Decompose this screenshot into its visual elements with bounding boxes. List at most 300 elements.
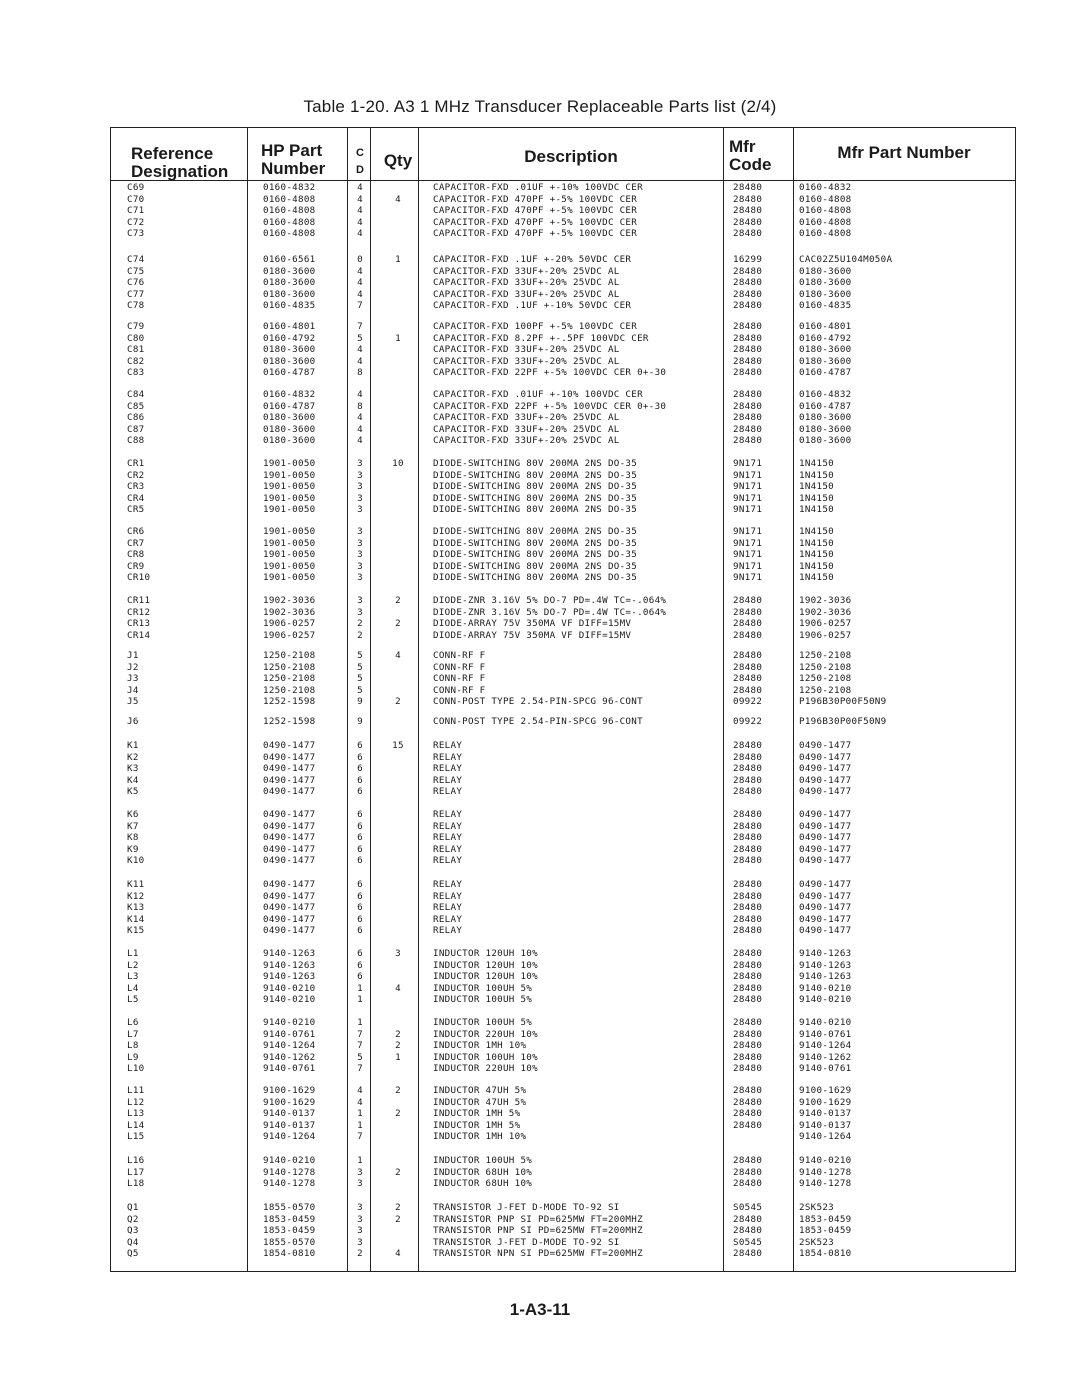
mfr-code: 28480 xyxy=(733,1225,763,1236)
mfr-part-number: 9140-1263 xyxy=(799,971,852,982)
hp-part-number: 0160-4832 xyxy=(263,389,316,400)
mfr-part-number: 9100-1629 xyxy=(799,1085,852,1096)
table-row xyxy=(111,561,1015,573)
mfr-part-number: 1N4150 xyxy=(799,492,834,504)
description: DIODE-SWITCHING 80V 200MA 2NS DO-35 xyxy=(433,560,638,572)
mfr-part-number: 0160-4835 xyxy=(799,300,852,311)
hp-part-number: 9140-0210 xyxy=(263,994,316,1005)
hp-part-number: 0490-1477 xyxy=(263,890,316,902)
qty: 2 xyxy=(395,1108,401,1119)
description: RELAY xyxy=(433,774,463,786)
description: INDUCTOR 100UH 5% xyxy=(433,982,533,994)
cd-digit: 5 xyxy=(357,684,363,696)
mfr-code: 28480 xyxy=(733,855,763,866)
cd-digit: 4 xyxy=(357,193,363,205)
cd-digit: 3 xyxy=(357,560,363,572)
qty: 2 xyxy=(395,618,401,629)
hp-part-number: 9140-1262 xyxy=(263,1051,316,1063)
ref-designation: C71 xyxy=(127,205,145,216)
mfr-part-number: P196B30P00F50N9 xyxy=(799,716,887,727)
description: INDUCTOR 1MH 5% xyxy=(433,1119,521,1131)
hp-part-number: 1252-1598 xyxy=(263,696,316,707)
hp-part-number: 1901-0050 xyxy=(263,492,316,504)
ref-designation: CR7 xyxy=(127,537,145,549)
cd-digit: 6 xyxy=(357,763,363,774)
mfr-code: 28480 xyxy=(733,902,763,913)
hp-part-number: 1901-0050 xyxy=(263,481,316,492)
table-row xyxy=(111,685,1015,697)
description: DIODE-SWITCHING 80V 200MA 2NS DO-35 xyxy=(433,481,638,492)
mfr-part-number: 9140-0210 xyxy=(799,994,852,1005)
table-row xyxy=(111,289,1015,301)
mfr-code: 9N171 xyxy=(733,458,763,469)
cd-digit: 6 xyxy=(357,809,363,820)
mfr-part-number: 0490-1477 xyxy=(799,786,852,797)
mfr-code: 28480 xyxy=(733,367,763,378)
hp-part-number: 1250-2108 xyxy=(263,661,316,673)
mfr-code: 9N171 xyxy=(733,549,763,560)
mfr-part-number: 0180-3600 xyxy=(799,412,852,423)
description: CAPACITOR-FXD 33UF+-20% 25VDC AL xyxy=(433,265,620,277)
mfr-part-number: 0490-1477 xyxy=(799,855,852,866)
cd-digit: 3 xyxy=(357,549,363,560)
mfr-part-number: 9100-1629 xyxy=(799,1096,852,1108)
hp-part-number: 9140-1263 xyxy=(263,959,316,971)
mfr-code: 28480 xyxy=(733,1108,763,1119)
table-row xyxy=(111,650,1015,662)
mfr-part-number: 9140-1264 xyxy=(799,1131,852,1142)
ref-designation: K9 xyxy=(127,843,139,855)
mfr-code: 28480 xyxy=(733,763,763,774)
qty: 2 xyxy=(395,1028,401,1040)
mfr-code: 28480 xyxy=(733,1248,763,1259)
mfr-code: 28480 xyxy=(733,1051,763,1063)
table-row xyxy=(111,367,1015,379)
cd-digit: 6 xyxy=(357,740,363,751)
mfr-code: 28480 xyxy=(733,412,763,423)
ref-designation: K6 xyxy=(127,809,139,820)
hp-part-number: 9140-0761 xyxy=(263,1063,316,1074)
table-row xyxy=(111,1131,1015,1143)
table-row xyxy=(111,1167,1015,1179)
hp-part-number: 1901-0050 xyxy=(263,549,316,560)
description: CAPACITOR-FXD 22PF +-5% 100VDC CER 0+-30 xyxy=(433,367,667,378)
hp-part-number: 0160-4792 xyxy=(263,332,316,344)
hp-part-number: 0160-4832 xyxy=(263,182,316,193)
qty: 2 xyxy=(395,696,401,707)
hp-part-number: 0490-1477 xyxy=(263,809,316,820)
table-row xyxy=(111,832,1015,844)
mfr-code: 28480 xyxy=(733,751,763,763)
ref-designation: C84 xyxy=(127,389,145,400)
hp-part-number: 9140-0210 xyxy=(263,1155,316,1166)
table-row xyxy=(111,855,1015,867)
hp-part-number: 0490-1477 xyxy=(263,902,316,913)
table-row xyxy=(111,1225,1015,1237)
qty: 10 xyxy=(392,458,404,469)
mfr-code: 28480 xyxy=(733,277,763,288)
cd-digit: 3 xyxy=(357,469,363,481)
hp-part-number: 0160-4787 xyxy=(263,400,316,412)
mfr-code: 28480 xyxy=(733,193,763,205)
hp-part-number: 1901-0050 xyxy=(263,458,316,469)
table-row xyxy=(111,1214,1015,1226)
hp-part-number: 1250-2108 xyxy=(263,684,316,696)
table-row xyxy=(111,740,1015,752)
cd-digit: 6 xyxy=(357,855,363,866)
mfr-part-number: 1250-2108 xyxy=(799,673,852,684)
cd-digit: 3 xyxy=(357,537,363,549)
cd-digit: 4 xyxy=(357,216,363,228)
hp-part-number: 1853-0459 xyxy=(263,1213,316,1225)
cd-digit: 6 xyxy=(357,959,363,971)
mfr-code: 28480 xyxy=(733,673,763,684)
table-row xyxy=(111,716,1015,728)
description: INDUCTOR 68UH 10% xyxy=(433,1178,533,1189)
mfr-code: 28480 xyxy=(733,982,763,994)
table-row xyxy=(111,1237,1015,1249)
mfr-code: 28480 xyxy=(733,948,763,959)
description: CONN-RF F xyxy=(433,684,486,696)
description: DIODE-SWITCHING 80V 200MA 2NS DO-35 xyxy=(433,492,638,504)
qty: 4 xyxy=(395,650,401,661)
description: INDUCTOR 1MH 5% xyxy=(433,1108,521,1119)
description: CAPACITOR-FXD 33UF+-20% 25VDC AL xyxy=(433,355,620,367)
mfr-part-number: 9140-0761 xyxy=(799,1063,852,1074)
hp-part-number: 0180-3600 xyxy=(263,265,316,277)
table-row xyxy=(111,948,1015,960)
description: CAPACITOR-FXD 8.2PF +-.5PF 100VDC CER xyxy=(433,332,649,344)
table-row xyxy=(111,549,1015,561)
ref-designation: J5 xyxy=(127,696,139,707)
ref-designation: L17 xyxy=(127,1166,145,1178)
hp-part-number: 0180-3600 xyxy=(263,435,316,446)
hp-part-number: 9140-1264 xyxy=(263,1040,316,1051)
ref-designation: L9 xyxy=(127,1051,139,1063)
mfr-part-number: 1N4150 xyxy=(799,469,834,481)
mfr-code: 28480 xyxy=(733,182,763,193)
mfr-code: 16299 xyxy=(733,254,763,265)
cd-digit: 2 xyxy=(357,629,363,641)
table-row xyxy=(111,401,1015,413)
hp-part-number: 1901-0050 xyxy=(263,537,316,549)
ref-designation: L12 xyxy=(127,1096,145,1108)
description: CONN-RF F xyxy=(433,661,486,673)
ref-designation: C80 xyxy=(127,332,145,344)
description: CONN-RF F xyxy=(433,650,486,661)
table-row xyxy=(111,1097,1015,1109)
hp-part-number: 1252-1598 xyxy=(263,716,316,727)
ref-designation: L10 xyxy=(127,1063,145,1074)
description: INDUCTOR 100UH 5% xyxy=(433,994,533,1005)
description: RELAY xyxy=(433,879,463,890)
cd-digit: 8 xyxy=(357,400,363,412)
cd-digit: 7 xyxy=(357,300,363,311)
mfr-code: 28480 xyxy=(733,1119,763,1131)
mfr-code: 9N171 xyxy=(733,492,763,504)
ref-designation: CR11 xyxy=(127,595,151,606)
cd-digit: 4 xyxy=(357,1085,363,1096)
ref-designation: C69 xyxy=(127,182,145,193)
table-row xyxy=(111,300,1015,312)
ref-designation: CR9 xyxy=(127,560,145,572)
cd-digit: 4 xyxy=(357,389,363,400)
mfr-code: 28480 xyxy=(733,1213,763,1225)
ref-designation: K12 xyxy=(127,890,145,902)
cd-digit: 6 xyxy=(357,879,363,890)
ref-designation: CR8 xyxy=(127,549,145,560)
mfr-part-number: 0160-4801 xyxy=(799,321,852,332)
mfr-part-number: 1902-3036 xyxy=(799,606,852,618)
ref-designation: J2 xyxy=(127,661,139,673)
mfr-code: 28480 xyxy=(733,618,763,629)
description: CAPACITOR-FXD 22PF +-5% 100VDC CER 0+-30 xyxy=(433,400,667,412)
mfr-part-number: 0160-4808 xyxy=(799,216,852,228)
mfr-code: 28480 xyxy=(733,300,763,311)
mfr-part-number: 0490-1477 xyxy=(799,913,852,925)
table-row xyxy=(111,595,1015,607)
ref-designation: Q2 xyxy=(127,1213,139,1225)
mfr-part-number: 1N4150 xyxy=(799,560,834,572)
mfr-part-number: 0160-4792 xyxy=(799,332,852,344)
ref-designation: C77 xyxy=(127,288,145,300)
ref-designation: CR14 xyxy=(127,629,151,641)
qty: 15 xyxy=(392,740,404,751)
ref-designation: K8 xyxy=(127,832,139,843)
mfr-code: 28480 xyxy=(733,332,763,344)
ref-designation: L6 xyxy=(127,1017,139,1028)
description: DIODE-ARRAY 75V 350MA VF DIFF=15MV xyxy=(433,629,632,641)
description: CONN-RF F xyxy=(433,673,486,684)
mfr-part-number: 0160-4808 xyxy=(799,205,852,216)
ref-designation: CR12 xyxy=(127,606,151,618)
hp-part-number: 0160-4835 xyxy=(263,300,316,311)
table-row xyxy=(111,960,1015,972)
description: INDUCTOR 68UH 10% xyxy=(433,1166,533,1178)
description: CAPACITOR-FXD 33UF+-20% 25VDC AL xyxy=(433,277,620,288)
description: RELAY xyxy=(433,925,463,936)
description: INDUCTOR 47UH 5% xyxy=(433,1096,527,1108)
hp-part-number: 0180-3600 xyxy=(263,423,316,435)
mfr-code: 09922 xyxy=(733,716,763,727)
mfr-code: 28480 xyxy=(733,265,763,277)
table-row xyxy=(111,277,1015,289)
mfr-code: 28480 xyxy=(733,400,763,412)
table-row xyxy=(111,891,1015,903)
description: DIODE-SWITCHING 80V 200MA 2NS DO-35 xyxy=(433,526,638,537)
mfr-part-number: 0180-3600 xyxy=(799,423,852,435)
cd-digit: 7 xyxy=(357,1028,363,1040)
cd-digit: 9 xyxy=(357,696,363,707)
ref-designation: C83 xyxy=(127,367,145,378)
table-row xyxy=(111,356,1015,368)
table-row xyxy=(111,914,1015,926)
hp-part-number: 0160-4801 xyxy=(263,321,316,332)
table-row xyxy=(111,902,1015,914)
cd-digit: 6 xyxy=(357,820,363,832)
mfr-code: 28480 xyxy=(733,321,763,332)
hp-part-number: 9140-0210 xyxy=(263,1017,316,1028)
table-row xyxy=(111,630,1015,642)
mfr-part-number: 0490-1477 xyxy=(799,763,852,774)
mfr-part-number: 9140-1278 xyxy=(799,1166,852,1178)
hp-part-number: 1901-0050 xyxy=(263,469,316,481)
mfr-code: 28480 xyxy=(733,832,763,843)
hp-part-number: 9140-1263 xyxy=(263,971,316,982)
qty: 2 xyxy=(395,1085,401,1096)
table-row xyxy=(111,1085,1015,1097)
hp-part-number: 0490-1477 xyxy=(263,763,316,774)
hp-part-number: 0180-3600 xyxy=(263,412,316,423)
hp-part-number: 1855-0570 xyxy=(263,1202,316,1213)
mfr-code: 28480 xyxy=(733,1155,763,1166)
ref-designation: J1 xyxy=(127,650,139,661)
mfr-code: 28480 xyxy=(733,786,763,797)
mfr-part-number: 2SK523 xyxy=(799,1236,834,1248)
mfr-code: 28480 xyxy=(733,774,763,786)
description: CAPACITOR-FXD .01UF +-10% 100VDC CER xyxy=(433,182,643,193)
ref-designation: L4 xyxy=(127,982,139,994)
cd-digit: 3 xyxy=(357,458,363,469)
mfr-part-number: 0490-1477 xyxy=(799,902,852,913)
table-row xyxy=(111,971,1015,983)
cd-digit: 4 xyxy=(357,435,363,446)
mfr-code: 9N171 xyxy=(733,572,763,583)
mfr-part-number: P196B30P00F50N9 xyxy=(799,696,887,707)
description: RELAY xyxy=(433,751,463,763)
table-row xyxy=(111,673,1015,685)
mfr-code: 28480 xyxy=(733,879,763,890)
cd-digit: 3 xyxy=(357,1236,363,1248)
mfr-part-number: 0160-4787 xyxy=(799,367,852,378)
cd-digit: 6 xyxy=(357,902,363,913)
table-row xyxy=(111,809,1015,821)
cd-digit: 5 xyxy=(357,650,363,661)
ref-designation: J4 xyxy=(127,684,139,696)
description: CAPACITOR-FXD 33UF+-20% 25VDC AL xyxy=(433,344,620,355)
mfr-code: 28480 xyxy=(733,971,763,982)
mfr-code: 28480 xyxy=(733,228,763,239)
ref-designation: J6 xyxy=(127,716,139,727)
mfr-part-number: 9140-0137 xyxy=(799,1119,852,1131)
cd-digit: 3 xyxy=(357,1202,363,1213)
ref-designation: C87 xyxy=(127,423,145,435)
hp-part-number: 0160-4808 xyxy=(263,228,316,239)
mfr-part-number: 0490-1477 xyxy=(799,879,852,890)
cd-digit: 7 xyxy=(357,321,363,332)
hp-part-number: 9140-1278 xyxy=(263,1166,316,1178)
table-row xyxy=(111,983,1015,995)
ref-designation: CR1 xyxy=(127,458,145,469)
ref-designation: K15 xyxy=(127,925,145,936)
mfr-part-number: 0490-1477 xyxy=(799,809,852,820)
qty: 2 xyxy=(395,595,401,606)
hp-part-number: 1906-0257 xyxy=(263,629,316,641)
hp-part-number: 9140-0137 xyxy=(263,1108,316,1119)
ref-designation: CR3 xyxy=(127,481,145,492)
mfr-code: 28480 xyxy=(733,344,763,355)
table-row xyxy=(111,217,1015,229)
cd-digit: 6 xyxy=(357,948,363,959)
hp-part-number: 0180-3600 xyxy=(263,277,316,288)
header-description: Description xyxy=(524,147,618,166)
qty: 4 xyxy=(395,1248,401,1259)
table-row xyxy=(111,1178,1015,1190)
cd-digit: 6 xyxy=(357,774,363,786)
mfr-part-number: 1250-2108 xyxy=(799,661,852,673)
description: CAPACITOR-FXD 470PF +-5% 100VDC CER xyxy=(433,216,638,228)
hp-part-number: 0160-4808 xyxy=(263,205,316,216)
cd-digit: 2 xyxy=(357,618,363,629)
ref-designation: CR4 xyxy=(127,492,145,504)
ref-designation: J3 xyxy=(127,673,139,684)
table-row xyxy=(111,526,1015,538)
mfr-part-number: 9140-0137 xyxy=(799,1108,852,1119)
table-row xyxy=(111,775,1015,787)
mfr-part-number: 1250-2108 xyxy=(799,684,852,696)
table-row xyxy=(111,194,1015,206)
table-row xyxy=(111,763,1015,775)
ref-designation: L7 xyxy=(127,1028,139,1040)
description: RELAY xyxy=(433,902,463,913)
table-row xyxy=(111,1063,1015,1075)
description: RELAY xyxy=(433,890,463,902)
description: RELAY xyxy=(433,832,463,843)
table-row xyxy=(111,1155,1015,1167)
mfr-code: 28480 xyxy=(733,1063,763,1074)
table-row xyxy=(111,321,1015,333)
ref-designation: K5 xyxy=(127,786,139,797)
cd-digit: 4 xyxy=(357,344,363,355)
mfr-part-number: 1N4150 xyxy=(799,504,834,515)
ref-designation: K2 xyxy=(127,751,139,763)
table-row xyxy=(111,994,1015,1006)
cd-digit: 3 xyxy=(357,526,363,537)
ref-designation: Q4 xyxy=(127,1236,139,1248)
cd-digit: 6 xyxy=(357,971,363,982)
ref-designation: C85 xyxy=(127,400,145,412)
ref-designation: C73 xyxy=(127,228,145,239)
mfr-code: 28480 xyxy=(733,1166,763,1178)
hp-part-number: 9100-1629 xyxy=(263,1096,316,1108)
mfr-code: 9N171 xyxy=(733,481,763,492)
ref-designation: Q5 xyxy=(127,1248,139,1259)
description: CAPACITOR-FXD 33UF+-20% 25VDC AL xyxy=(433,423,620,435)
mfr-code: 28480 xyxy=(733,423,763,435)
qty: 1 xyxy=(395,254,401,265)
description: DIODE-SWITCHING 80V 200MA 2NS DO-35 xyxy=(433,537,638,549)
mfr-part-number: 0180-3600 xyxy=(799,435,852,446)
description: CAPACITOR-FXD 470PF +-5% 100VDC CER xyxy=(433,205,638,216)
description: TRANSISTOR PNP SI PD=625MW FT=200MHZ xyxy=(433,1213,643,1225)
description: RELAY xyxy=(433,855,463,866)
description: CAPACITOR-FXD 100PF +-5% 100VDC CER xyxy=(433,321,638,332)
cd-digit: 5 xyxy=(357,332,363,344)
mfr-code: 28480 xyxy=(733,435,763,446)
ref-designation: Q3 xyxy=(127,1225,139,1236)
cd-digit: 4 xyxy=(357,412,363,423)
table-row xyxy=(111,1120,1015,1132)
table-row xyxy=(111,1202,1015,1214)
mfr-code: 28480 xyxy=(733,820,763,832)
cd-digit: 3 xyxy=(357,1178,363,1189)
mfr-part-number: CAC02Z5U104M050A xyxy=(799,254,893,265)
ref-designation: K11 xyxy=(127,879,145,890)
mfr-code: 9N171 xyxy=(733,469,763,481)
qty: 2 xyxy=(395,1202,401,1213)
mfr-code: 28480 xyxy=(733,684,763,696)
ref-designation: L5 xyxy=(127,994,139,1005)
